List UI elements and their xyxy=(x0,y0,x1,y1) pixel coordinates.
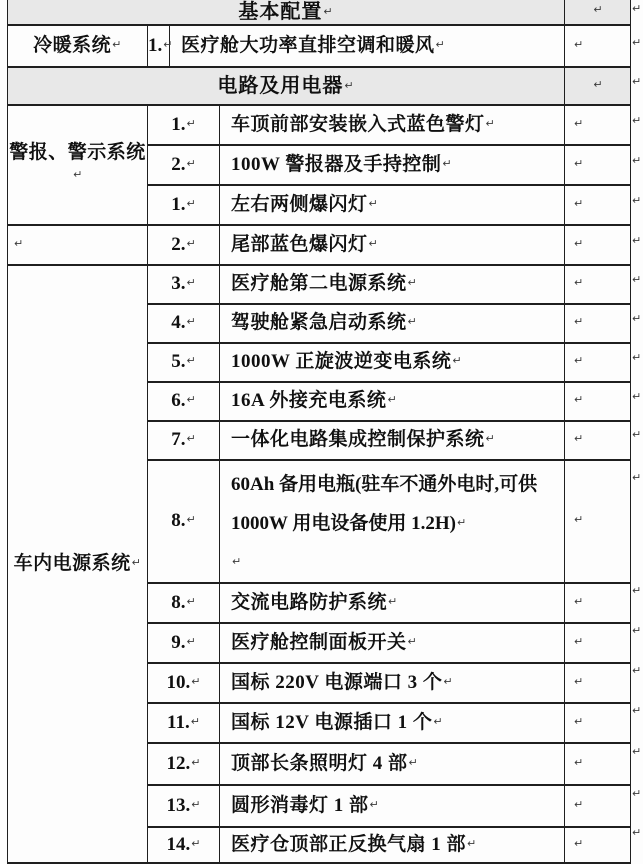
item-desc-cell xyxy=(220,343,565,382)
item-desc-cell xyxy=(220,145,565,185)
empty-cell xyxy=(565,785,631,827)
item-number-cell xyxy=(148,583,220,623)
empty-category-cell xyxy=(8,225,148,265)
alarm-tail-row xyxy=(8,225,631,265)
category-cell xyxy=(8,265,148,863)
paragraph-mark: ↵ xyxy=(232,555,242,568)
paragraph-mark: ↵ xyxy=(186,276,196,290)
paragraph-mark: ↵ xyxy=(190,714,200,728)
paragraph-mark: ↵ xyxy=(574,354,584,368)
paragraph-mark: ↵ xyxy=(574,116,584,130)
paragraph-mark: ↵ xyxy=(407,276,418,290)
row-end-mark: ↵ xyxy=(632,194,642,207)
paragraph-mark: ↵ xyxy=(593,77,603,91)
section2-header-cell xyxy=(8,67,565,105)
paragraph-mark: ↵ xyxy=(186,196,196,210)
paragraph-mark: ↵ xyxy=(574,755,584,769)
row-end-mark: ↵ xyxy=(632,624,642,637)
item-number: 10. xyxy=(166,671,191,693)
item-number-cell xyxy=(148,421,220,460)
battery-empty-line xyxy=(231,543,564,582)
item-number-cell xyxy=(148,185,220,225)
row-end-mark: ↵ xyxy=(632,390,642,403)
item-desc-cell xyxy=(220,663,565,703)
paragraph-mark: ↵ xyxy=(407,634,418,648)
section2-empty-cell xyxy=(565,67,631,105)
item-desc-cell xyxy=(220,623,565,663)
paragraph-mark: ↵ xyxy=(388,594,398,608)
config-table xyxy=(7,0,631,864)
paragraph-mark: ↵ xyxy=(574,393,584,407)
empty-cell xyxy=(565,382,631,421)
row-end-mark: ↵ xyxy=(632,704,642,717)
row-end-mark: ↵ xyxy=(632,826,642,839)
item-desc-cell xyxy=(220,743,565,785)
paragraph-mark: ↵ xyxy=(574,594,584,608)
item-description: 1000W 正旋波逆变电系统 xyxy=(231,351,452,373)
item-desc-cell xyxy=(220,265,565,304)
item-number-cell xyxy=(148,343,220,382)
category-cell xyxy=(8,105,148,225)
row-end-mark: ↵ xyxy=(632,312,642,325)
paragraph-mark: ↵ xyxy=(323,5,334,18)
row-end-mark: ↵ xyxy=(632,36,642,49)
empty-cell xyxy=(565,304,631,343)
paragraph-mark: ↵ xyxy=(186,354,196,368)
paragraph-mark: ↵ xyxy=(574,714,584,728)
item-description: 驾驶舱紧急启动系统 xyxy=(231,312,407,334)
row-end-mark: ↵ xyxy=(632,428,642,441)
paragraph-mark: ↵ xyxy=(186,236,196,250)
row-end-mark: ↵ xyxy=(632,584,642,597)
paragraph-mark: ↵ xyxy=(387,393,398,407)
item-number: 2. xyxy=(171,233,186,255)
item-number-cell xyxy=(148,145,220,185)
item-description: 顶部长条照明灯 4 部 xyxy=(231,752,408,774)
item-number-cell xyxy=(148,827,220,863)
item-number: 9. xyxy=(171,631,186,653)
item-number: 11. xyxy=(167,711,190,733)
item-number: 5. xyxy=(171,351,186,373)
item-desc-cell xyxy=(220,185,565,225)
paragraph-mark: ↵ xyxy=(574,315,584,329)
paragraph-mark: ↵ xyxy=(574,513,584,527)
hvac-row xyxy=(8,25,631,67)
empty-cell xyxy=(565,663,631,703)
empty-cell xyxy=(565,185,631,225)
item-number: 6. xyxy=(171,390,186,412)
paragraph-mark: ↵ xyxy=(14,236,24,250)
row-end-mark: ↵ xyxy=(632,787,642,800)
row-end-mark: ↵ xyxy=(632,471,642,484)
item-number: 12. xyxy=(166,752,191,774)
empty-cell xyxy=(565,827,631,863)
empty-cell xyxy=(565,343,631,382)
item-number: 1. xyxy=(148,34,163,56)
category-label: 冷暖系统 xyxy=(33,34,112,56)
row-end-mark: ↵ xyxy=(632,745,642,758)
section1-header-label: 基本配置 xyxy=(238,1,323,23)
paragraph-mark: ↵ xyxy=(574,836,584,850)
paragraph-mark: ↵ xyxy=(186,432,196,446)
item-description: 圆形消毒灯 1 部 xyxy=(231,794,369,816)
paragraph-mark: ↵ xyxy=(73,168,83,181)
item-number-cell xyxy=(148,25,173,67)
section1-header-row xyxy=(8,0,631,25)
item-description: 尾部蓝色爆闪灯 xyxy=(231,233,368,255)
item-number: 13. xyxy=(166,794,191,816)
paragraph-mark: ↵ xyxy=(593,3,603,16)
paragraph-mark: ↵ xyxy=(186,116,196,130)
paragraph-mark: ↵ xyxy=(574,432,584,446)
empty-cell xyxy=(565,265,631,304)
section1-header-cell xyxy=(8,0,565,25)
paragraph-mark: ↵ xyxy=(485,116,496,130)
item-number: 1. xyxy=(171,193,186,215)
item-description: 一体化电路集成控制保护系统 xyxy=(231,429,485,451)
paragraph-mark: ↵ xyxy=(442,156,453,170)
item-number: 8. xyxy=(171,591,186,613)
item-desc-cell xyxy=(220,703,565,743)
item-desc-cell xyxy=(220,827,565,863)
item-desc-cell xyxy=(220,382,565,421)
paragraph-mark: ↵ xyxy=(443,674,454,688)
paragraph-mark: ↵ xyxy=(186,156,196,170)
paragraph-mark: ↵ xyxy=(163,37,173,51)
paragraph-mark: ↵ xyxy=(186,315,196,329)
item-number: 8. xyxy=(171,510,186,532)
category-cell xyxy=(8,25,148,67)
paragraph-mark: ↵ xyxy=(344,79,355,92)
battery-desc-line2: 1000W 用电设备使用 1.2H)↵ xyxy=(231,513,467,534)
paragraph-mark: ↵ xyxy=(574,276,584,290)
item-number: 4. xyxy=(171,312,186,334)
item-number: 14. xyxy=(166,833,191,855)
paragraph-mark: ↵ xyxy=(369,797,380,811)
battery-desc-line1: 60Ah 备用电瓶(驻车不通外电时,可供 xyxy=(231,474,538,495)
empty-cell xyxy=(565,421,631,460)
item-desc-cell xyxy=(170,25,565,67)
paragraph-mark: ↵ xyxy=(186,513,196,527)
item-number-cell xyxy=(148,225,220,265)
paragraph-mark: ↵ xyxy=(574,236,584,250)
empty-cell xyxy=(565,743,631,785)
empty-cell xyxy=(565,145,631,185)
paragraph-mark: ↵ xyxy=(485,432,496,446)
row-end-mark: ↵ xyxy=(632,664,642,677)
empty-cell xyxy=(565,105,631,145)
item-desc-cell xyxy=(220,421,565,460)
row-end-mark: ↵ xyxy=(632,2,642,15)
item-number: 2. xyxy=(171,153,186,175)
empty-cell xyxy=(565,583,631,623)
paragraph-mark: ↵ xyxy=(574,156,584,170)
item-desc-cell xyxy=(220,105,565,145)
paragraph-mark: ↵ xyxy=(112,37,122,51)
alarm-row xyxy=(8,105,631,145)
paragraph-mark: ↵ xyxy=(574,196,584,210)
item-number-cell xyxy=(148,105,220,145)
item-number-cell xyxy=(148,382,220,421)
paragraph-mark: ↵ xyxy=(467,836,477,850)
category-label: 警报、警示系统 xyxy=(9,142,146,164)
section1-empty-cell xyxy=(565,0,631,25)
paragraph-mark: ↵ xyxy=(574,37,584,51)
item-number: 1. xyxy=(171,113,186,135)
item-description: 国标 220V 电源端口 3 个 xyxy=(231,671,443,693)
row-end-mark: ↵ xyxy=(632,351,642,364)
paragraph-mark: ↵ xyxy=(408,755,419,769)
empty-cell xyxy=(565,703,631,743)
paragraph-mark: ↵ xyxy=(407,315,418,329)
empty-cell xyxy=(565,225,631,265)
row-end-marks xyxy=(632,0,643,857)
paragraph-mark: ↵ xyxy=(191,755,201,769)
row-end-mark: ↵ xyxy=(632,234,642,247)
paragraph-mark: ↵ xyxy=(368,196,379,210)
item-description: 医疗仓顶部正反换气扇 1 部 xyxy=(231,833,467,855)
item-description: 医疗舱大功率直排空调和暖风 xyxy=(181,34,435,56)
item-desc-cell xyxy=(220,304,565,343)
item-desc-cell xyxy=(220,583,565,623)
paragraph-mark: ↵ xyxy=(131,555,142,569)
paragraph-mark: ↵ xyxy=(452,354,463,368)
paragraph-mark: ↵ xyxy=(574,674,584,688)
item-number-cell xyxy=(148,703,220,743)
paragraph-mark: ↵ xyxy=(368,236,379,250)
paragraph-mark: ↵ xyxy=(574,797,584,811)
item-description: 医疗舱控制面板开关 xyxy=(231,631,407,653)
paragraph-mark: ↵ xyxy=(191,797,201,811)
item-description: 左右两侧爆闪灯 xyxy=(231,193,368,215)
item-number-cell xyxy=(148,743,220,785)
paragraph-mark: ↵ xyxy=(574,634,584,648)
row-end-mark: ↵ xyxy=(632,273,642,286)
empty-cell xyxy=(565,460,631,583)
item-number: 7. xyxy=(171,429,186,451)
item-desc-cell xyxy=(220,225,565,265)
section2-header-label: 电路及用电器 xyxy=(217,75,344,97)
item-number-cell xyxy=(148,265,220,304)
item-desc-cell xyxy=(220,460,565,583)
empty-cell xyxy=(565,623,631,663)
row-end-mark: ↵ xyxy=(632,75,642,88)
paragraph-mark: ↵ xyxy=(191,836,201,850)
item-number-cell xyxy=(148,663,220,703)
paragraph-mark: ↵ xyxy=(435,37,446,51)
paragraph-mark: ↵ xyxy=(191,674,201,688)
item-description: 国标 12V 电源插口 1 个 xyxy=(231,711,433,733)
item-desc-cell xyxy=(220,785,565,827)
item-number-cell xyxy=(148,460,220,583)
battery-desc xyxy=(220,461,564,582)
item-description: 16A 外接充电系统 xyxy=(231,390,387,412)
item-description: 100W 警报器及手持控制 xyxy=(231,153,442,175)
section2-header-row xyxy=(8,67,631,105)
empty-cell xyxy=(565,25,631,67)
item-description: 医疗舱第二电源系统 xyxy=(231,273,407,295)
item-number: 3. xyxy=(171,273,186,295)
item-number-cell xyxy=(148,623,220,663)
category-label: 车内电源系统 xyxy=(13,552,131,574)
paragraph-mark: ↵ xyxy=(186,393,196,407)
item-number-cell xyxy=(148,304,220,343)
row-end-mark: ↵ xyxy=(632,154,642,167)
item-description: 交流电路防护系统 xyxy=(231,591,388,613)
item-number-cell xyxy=(148,785,220,827)
item-description: 车顶前部安装嵌入式蓝色警灯 xyxy=(231,113,485,135)
paragraph-mark: ↵ xyxy=(433,714,444,728)
paragraph-mark: ↵ xyxy=(186,634,196,648)
paragraph-mark: ↵ xyxy=(457,516,467,529)
paragraph-mark: ↵ xyxy=(186,594,196,608)
power-row xyxy=(8,265,631,304)
row-end-mark: ↵ xyxy=(632,114,642,127)
